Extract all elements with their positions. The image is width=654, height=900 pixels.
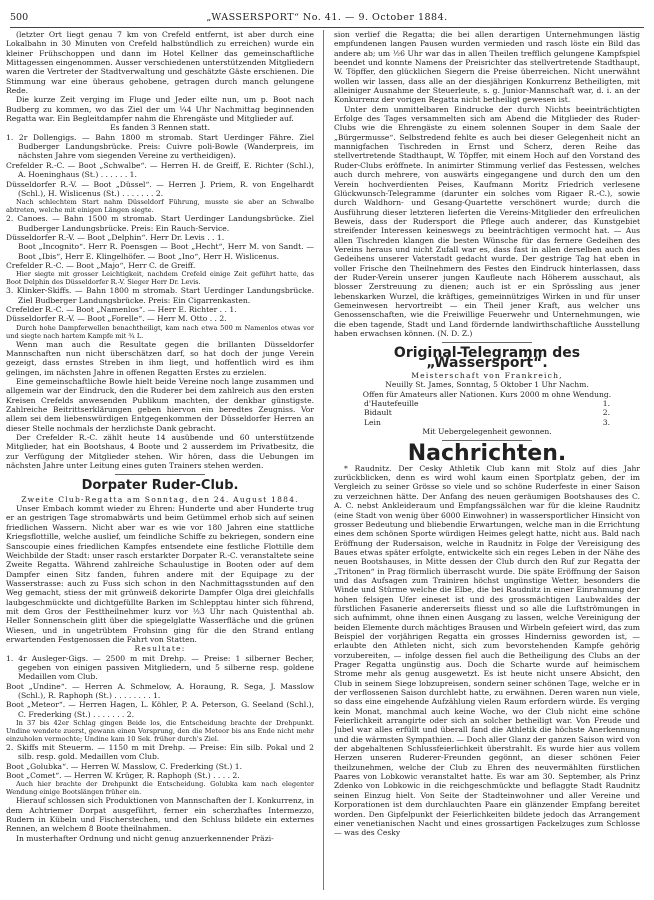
- race-title: 3. Klinker-Skiffs. — Bahn 1800 m stromab. Start Uerdinger Landungsbrücke. Ziel Budberger Landungsbrücke. Preis: Ein Cigarrenkasten.: [6, 286, 314, 305]
- race-result: Crefelder R.-C. — Boot „Schwalbe“. — Herren H. de Greiff, E. Richter (Schl.), A. Hoeninghaus (St.) . . . . . . 1.: [6, 160, 314, 180]
- race-result: Boot „Golubka“. — Herren W. Masslow, C. Frederking (St.) 1.: [6, 761, 242, 771]
- race-result: Boot „Meteor“. — Herren Hagen, L. Köhler, P. A. Peterson, G. Seeland (Schl.), C. Frederking (St.) . . . . . . . 2.: [6, 700, 314, 719]
- section-rule: [442, 342, 532, 343]
- page-header: [10, 12, 644, 26]
- race-result: Düsseldorfer R.-V. — Boot „Forelle“. — Herr M. Otto . . 2.: [6, 314, 227, 324]
- telegram-footnote: Mit Uebergelegenheit gewonnen.: [422, 427, 552, 437]
- paragraph: Eine gemeinschaftliche Bowle hielt beide Vereine noch lange zusammen und allgemein war der Eindruck, den die Ruderer bei dem zahlreich aus den ersten Kreisen Crefelds anwesenden Publikum machten, der denkbar günstigste. Zahlreiche Beitrittserklärungen geben hiervon ein beredtes Zeugniss. Vor allem sei dem liebenswürdigen Entgegenkommen der Düsseldorfer Herren an dieser Stelle nochmals der herzlichste Dank gebracht.: [6, 377, 314, 433]
- race-title: 1. 4r Ausleger-Gigs. — 2500 m mit Drehp. — Preise: 1 silberner Becher, gegeben von einigen passiven Mitgliedern, und 5 silberne resp. goldene Medaillen vom Club.: [6, 653, 314, 682]
- paragraph: Wenn man auch die Resultate gegen die brillanten Düsseldorfer Mannschaften nun nicht überschätzen darf, so hat doch der junge Verein gezeigt, dass ernstes Streben in ihm liegt, und hoffentlich wird es ihm gelingen, im nächsten Jahre in offenen Regatten Erstes zu erzielen.: [6, 339, 314, 377]
- telegram-subtitle: Meisterschaft von Frankreich,: [411, 371, 563, 381]
- telegram-result-row: [334, 399, 640, 408]
- paragraph: Der Crefelder R.-C. zählt heute 14 ausübende und 60 unterstützende Mitglieder, hat ein Bootshaus, 4 Boote und 2 ausserdem im Privatbesitz, die zur Verfügung der Mitglieder stehen. Wir hören, dass die Uebungen im nächsten Jahre unter Leitung eines guten Trainers stehen werden.: [6, 433, 314, 471]
- race-note: Hier siegte mit grosser Leichtigkeit, nachdem Crefeld einige Zeit geführt hatte, das Boot Delphin des Düsseldorfer R.-V. Sieger Herr Dr. Levis.: [6, 270, 314, 287]
- race-result: Boot „Incognito“. Herr R. Poensgen — Boot „Hecht“, Herr M. von Sandt. — Boot „Ibis“, Herr E. Klingelhöfer. — Boot „Ino“, Herr H. Wislicenus.: [18, 242, 314, 261]
- race-note: Nach schlechtem Start nahm Düsseldorf Führung, musste sie aber an Schwalbe abtreten, welche mit einigen Längen siegte.: [6, 198, 314, 215]
- paragraph: sion verlief die Regatta; die bei allen derartigen Unternehmungen lästig empfundenen langen Pausen wurden vermieden und rasch löste ein Bild das andere ab; um ½6 Uhr war das in allen Theilen trefflich gelungene Kampfspiel beendet und konnte Namens der Preisrichter das stellvertretende Stadthaupt, W. Töpffer, den glücklichen Siegern die Preise überreichen. Nicht unerwähnt wollen wir lassen, dass alle an der diesjährigen Konkurrenz Betheiligten, mit alleiniger Ausnahme der Steuerleute, s. g. Junior-Mannschaft war, d. i. an der Konkurrenz der vorigen Regatta nicht betheiligt gewesen ist.: [334, 30, 640, 105]
- header-rule: [10, 27, 644, 28]
- race-title: 1. 2r Dollengigs. — Bahn 1800 m stromab. Start Uerdinger Fähre. Ziel Budberger Landungsbrücke. Preis: Cuivre poli-Bowle (Wanderpreis, im nächsten Jahre vom siegenden Vereine zu vertheidigen).: [6, 132, 314, 161]
- paragraph: * Raudnitz. Der Cesky Athletik Club kann mit Stolz auf dies Jahr zurückblicken, denn es wird wohl kaum einen Sportplatz geben, der im Vergleich zu seiner Grösse so viele und so schöne Ruderfeste in einer Saison zu verzeichnen hätte. Der Anfang des neuen geräumigen Bootshauses des C. A. C. nebst Ankleideraum und Empfangssälchen war für die kleine Raudnitz (eine Stadt von wenig über 6000 Einwohner) in wassersportlicher Hinsicht von grosser Bedeutung und bliebendie Erwartungen, welche man in die Errichtung eines dem schönen Sporte würdigen Heimes gelegt hatte, nicht aus. Bald nach Eröffnung der Rudersaison, welche in Raudnitz in Folge der Vereisigung des Baues etwas später erfolgte, entwickelte sich ein reges Leben in der Nähe des neuen Bootshauses, in Mitte dessen der Club durch den Ruf zur Regatta der „Tritonen“ in Prag förmlich überrascht wurde. Die späte Eröffnung der Saison und das Aufsagen zum Trainiren höchst ungünstige Wetter, besonders die Winde und Stürme welche die Elbe, die bei Raudnitz in einer Einrahmung der hohen felsigen Ufer eineset ist und des grossmächtigen Laubwaldes der fürstlichen Fasanerie andererseits fliesst und so alle die Luftströmungen in sich aufnimmt, ohne ihnen einen Ausgang zu lassen, welche Vereinigung der beiden Elemente durch mächtiges Brausen und Wirbeln gefeiert wird, das zum Beispiel der vorjährigen Regatta ein grosses Hinderniss geworden ist, — erlaubte den Athleten nicht, sich zum bevorstehenden Kampfe gehörig vorzubereiten, — infolge dessen fiel auch die Betheiligung des Clubs an der Prager Regatta ungünstig aus. Doch die Scharte wurde auf heimischem Strome mehr als genug ausgewetzt. Es ist heute nicht unsere Absicht, den Club in seinem Siege lobzupreisen, sondern seiner schönen Tage, welche er in der verflossenen Saison durchlebt hatte, zu erwähnen. Deren waren nun viele, so dass eine eingehende Aufzählung vielen Raum erfordern würde. Es verging kein Monat, manchmal auch keine Woche, wo der Club nicht eine schöne Feierlichkeit arrangirte oder sich an solcher betheiligt war. Von Freude und Jubel war alles erfüllt und überall fand die Athletik die höchste Anerkennung und die wärmsten Sympathien. — Doch aller Glanz der ganzen Saison wird von der abgehaltenen Schlussfeierlichkeit überstrahlt. Es wurde hier aus vollem Herzen unseren Ruderer-Freunden gegönnt, an dieser schönen Feier theilzunehmen, welche der Club zu Ehren des neuvermählten fürstlichen Paares von Lobkowic veranstaltet hatte. Es war am 30. September, als Prinz Zdenko von Lobkowic in die reichgeschmückte und beflaggte Stadt Raudnitz seinen Einzug hielt. Von Seite der Stadteinwohner und aller Vereine und Korporationen ist dem durchlauchten Paare ein glänzender Empfang bereitet worden. Den Gipfelpunkt der Feierlichkeiten bildete jedoch das Arrangement einer venetianischen Nacht und eines grossartigen Fackelzuges zum Schlosse — was des Cesky: [334, 463, 640, 838]
- paragraph: Unter dem unmittelbaren Eindrucke der durch Nichts beeinträchtigten Erfolge des Tages versammelten sich am Abend die Mitglieder des Ruder-Clubs wie die Ehrengäste zu einem solennen Souper in dem Saale der „Bürgermusse“. Selbstredend fehlte es auch bei dieser Gelegenheit nicht an mannigfachen Tischreden in Ernst und Scherz, deren Reihe das stellvertretende Stadthaupt, W. Töpffer, mit einem Hoch auf den Vorstand des Ruder-Clubs eröffnete. In animirter Stimmung verlief das Festessen, welches auch durch mehrere, von auswärts eingegangene und durch den um den Verein hochverdienten Peises, Kaufmann Moritz Friedrich verlesene Glückwunsch-Telegramme (darunter ein solches vom Rigaer R.-C.), sowie durch Waldhorn- und Gesang-Quartette verschönert wurde; durch die Ausführung dieser letzteren lieferten die Vereins-Mitglieder den erfreulichen Beweis, dass der Rudersport die Pflege auch anderer, das Kunstgebiet streifender Interessen keineswegs zu beeinträchtigen vermocht hat. — Aus allen Tischreden klangen die besten Wünsche für das fernere Gedeihen des Vereins heraus und nicht Zufall war es, dass fast in allen derselben auch des Gedeihens unserer Vaterstadt gedacht wurde. Der gestrige Tag hat eben in voller Frische den Theilnehmern des Festes den Eindruck hinterlassen, dass der Ruder-Verein unserer jungen Kaufleute nach Höherem ausschaut, als blosser Zerstreuung zu dienen; auch ist er ein Sprössling aus jener lebenskarken Wurzel, die kräftiges, gemeinnütziges Wirken in und für unser Gemeinwesen hervortreibt — ein Theil jener Kraft, aus welcher uns Genossenschaften, wie die Freiwillige Feuerwehr und Unternehmungen, wie die eben tagende, Stadt und Land fördernde landwirthschaftliche Ausstellung haben erwachsen können. (N. D. Z.): [334, 104, 640, 338]
- paragraph: Hierauf schlossen sich Produktionen von Mannschaften der I. Konkurrenz, in dem Achtriemer Dorpat ausgeführt, ferner ein scherzhaftes Intermezzo, Rudern in Kübeln und Fischerstechen, und den Schluss bildete ein externes Rennen, an welchem 8 Boote theilnahmen.: [6, 796, 314, 834]
- results-heading: Resultate:: [134, 644, 186, 654]
- column-divider: [323, 30, 324, 890]
- race-result: Crefelder R.-C. — Boot „Majo“, Herr C. de Greiff.: [6, 260, 196, 270]
- race-result: Boot „Comet“. — Herren W. Krüger, R. Raphoph (St.) . . . . 2.: [6, 771, 240, 781]
- race-title: 2. Canoes. — Bahn 1500 m stromab. Start Uerdinger Landungsbrücke. Ziel Budberger Landungsbrücke. Preis: Ein Rauch-Service.: [6, 214, 314, 233]
- masthead: „WASSERSPORT“ No. 41. — 9. October 1884.: [206, 12, 448, 23]
- race-note: In 37 bis 42er Schlag gingen Beide los, die Entscheidung brachte der Drehpunkt. Undine wendete zuerst, gewann einen Vorsprung, den die Meteor bis ans Ende nicht mehr einzuholen vermochte; Undine kam 10 Sek. früher durch's Ziel.: [6, 719, 314, 744]
- rank: 3.: [602, 417, 610, 427]
- section-heading-news: Nachrichten.: [407, 441, 567, 467]
- race-result: Düsseldorfer R.-V. — Boot „Delphin“. Herr Dr. Levis . . 1.: [6, 232, 225, 242]
- paragraph: Die kurze Zeit verging im Fluge und Jeder eilte nun, um p. Boot nach Budberg zu kommen, wo das Ziel der um ¼4 Uhr Nachmittag beginnenden Regatta war. Ein Begleitdampfer nahm die Ehrengäste und Mitglieder auf.: [6, 95, 314, 124]
- rower-name: Bidault: [364, 408, 392, 418]
- race-title: 2. Skiffs mit Steuerm. — 1150 m mit Drehp. — Preise: Ein silb. Pokal und 2 silb. resp. gold. Medaillen vom Club.: [6, 743, 314, 762]
- rank: 2.: [602, 408, 610, 418]
- telegram-location: Neuilly St. James, Sonntag, 5 Oktober 1 Uhr Nachm.: [385, 380, 589, 390]
- rank: 1.: [602, 399, 610, 409]
- telegram-result-row: [334, 408, 640, 417]
- rower-name: d'Hautefeuille: [364, 399, 419, 409]
- race-note: Auch hier brachte der Drehpunkt die Entscheidung. Golubka kam nach elegenter Wendung einige Bootslängen früher ein.: [6, 780, 314, 797]
- left-column: [6, 30, 314, 890]
- paragraph: Es fanden 3 Rennen statt.: [110, 123, 210, 133]
- race-result: Crefelder R.-C. — Boot „Namenlos“. — Herr E. Richter . . 1.: [6, 304, 237, 314]
- race-result: Düsseldorfer R.-V. — Boot „Düssel“. — Herren J. Priem, R. von Engelhardt (Schl.), H. Wislicenus (St.) . . . . . . . 2.: [6, 179, 314, 198]
- telegram-result-row: [334, 418, 640, 427]
- race-result: Boot „Undine“. — Herren A. Schmelow, A. Horaung, R. Sega, J. Masslow (Schl.), R. Raphoph (St.) . . . . . . . . 1.: [6, 681, 314, 700]
- section-heading-dorpat: Dorpater Ruder-Club.: [81, 478, 239, 494]
- race-note: Durch hohe Dampferwellen benachtheiligt, kam nach etwa 500 m Namenlos etwas vor und siegte nach hartem Kampfe mit ¾ L.: [6, 323, 314, 340]
- right-column: [334, 30, 640, 890]
- paragraph: Unser Embach kommt wieder zu Ehren: Hunderte und aber Hunderte trug er an gestrigen Tage stromabwärts und beim Getümmel erhob sich auf seinen friedlichen Wassern. Nicht aber war es wie vor 180 Jahren eine stattliche Kriegsflottille, welche auslief, um feindliche Schiffe zu bekriegen, sondern eine Sanscoupie eines friedlichen Kampfes entsendete eine festliche Flottille dem Weichbilde der Stadt: unser rasch erstarkter Dorpater R.-C. veranstaltete seine Zweite Regatta. Während zahlreiche Schaulustige in Booten oder auf dem Dampfer einen Sitz fanden, fuhren andere mit der Equipage zu der Wasserstrasse: auch zu Fuss sich schon in den Nachmittagsstunden auf den Weg gemacht, stiess der mit grünweiß dekorirte Dampfer Olga drei gleichfalls laubgeschmückte und dichtgefüllte Barken im Schlepptau hinter sich führend, mit dem Gros der Festtheilnehmer kurz vor ½3 Uhr nach Quistenthal ab. Heller Sonnenschein glitt über die spiegelglatte Wasserfläche und die grünen Wiesen, und in ungetrübtem Frohsinn ging für die den Strand entlang erwartenden Festgenossen die Fahrt von Statten.: [6, 504, 314, 644]
- section-rule: [115, 474, 205, 475]
- paragraph: (letzter Ort liegt genau 7 km von Crefeld entfernt, ist aber durch eine Lokalbahn in 30 Minuten von Crefeld halbstündlich zu erreichen) wurde ein kleiner Frühschoppen und dann im Hotel Kellner das gemeinschaftliche Mittagessen eingenommen. Ausser verschiedenen unterstützenden Mitgliedern waren die Vertreter der Stadtverwaltung und geschätzte Gäste erschienen. Die Stimmung war eine überaus gehobene, getragen durch manch gelungene Rede.: [6, 30, 314, 96]
- page-number: 500: [10, 12, 29, 23]
- telegram-race-info: Offen für Amateurs aller Nationen. Kurs 2000 m ohne Wendung.: [362, 389, 612, 399]
- rower-name: Lein: [364, 417, 381, 427]
- paragraph: In musterhafter Ordnung und nicht genug anzuerkennender Präzi-: [16, 833, 274, 843]
- section-heading-telegram: Original-Telegramm des „Wassersport“.: [393, 345, 581, 371]
- section-subtitle: Zweite Club-Regatta am Sonntag, den 24. August 1884.: [21, 494, 299, 504]
